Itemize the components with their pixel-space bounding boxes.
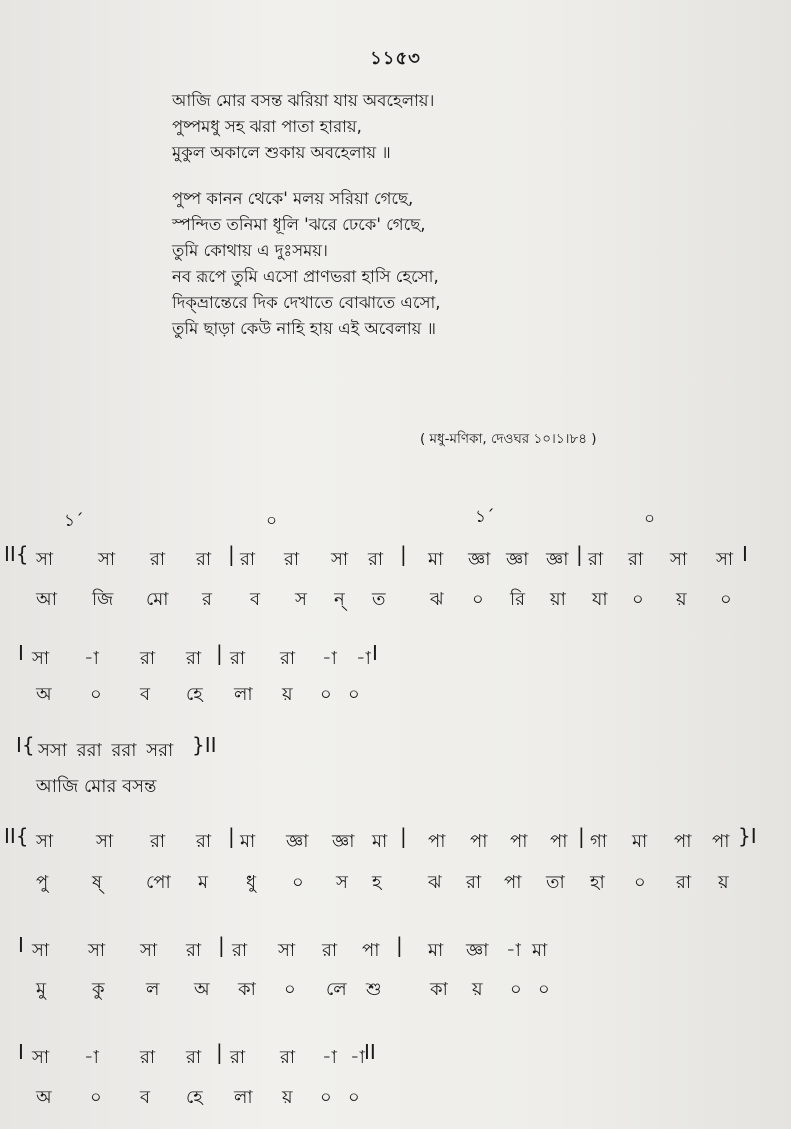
swara-note: রা xyxy=(196,549,212,570)
swara-note: রা xyxy=(230,1047,246,1068)
beat-mark: ০ xyxy=(266,511,278,531)
swara-note: -া xyxy=(84,1047,99,1068)
swara-note: সা xyxy=(36,831,54,852)
lyric-syllable: ০ xyxy=(284,979,296,1000)
swara-note: -া xyxy=(322,1047,337,1068)
bar-separator: | xyxy=(396,933,403,957)
swara-note: জ্ঞা xyxy=(506,549,529,570)
swara-note: -া xyxy=(356,648,371,669)
swara-note: জ্ঞা xyxy=(466,940,489,961)
lyric-syllable: ষ্ xyxy=(92,872,102,893)
bar-line: I xyxy=(372,641,378,665)
swara-note: জ্ঞা xyxy=(468,549,491,570)
lyric-syllable: অ xyxy=(36,684,52,705)
lyric-syllable: র xyxy=(202,589,212,610)
final-bar: II xyxy=(364,1040,376,1064)
lyric-syllable: ০ xyxy=(720,589,732,610)
swara-note: সা xyxy=(32,940,50,961)
repeat-open: II{ xyxy=(4,542,29,566)
swara-note: রা xyxy=(140,1047,156,1068)
lyric-syllable: ব xyxy=(140,1087,151,1108)
swara-note: সা xyxy=(716,549,734,570)
poem-line: আজি মোর বসন্ত ঝরিয়া যায় অবহেলায়। xyxy=(172,91,435,110)
lyric-syllable: শু xyxy=(366,979,382,1000)
bar-line: I xyxy=(742,542,748,566)
swara-note: সা xyxy=(670,549,688,570)
lyric-syllable: ০ xyxy=(632,589,644,610)
swara-note: সা xyxy=(32,1047,50,1068)
lyric-syllable: ০ xyxy=(90,1087,102,1108)
swara-note: পা xyxy=(674,831,692,852)
swara-note: রা xyxy=(628,549,644,570)
lyric-syllable: পা xyxy=(504,872,522,893)
swara-note: সা xyxy=(96,831,114,852)
lyric-syllable: রা xyxy=(676,872,692,893)
swara-note: রা xyxy=(140,648,156,669)
swara-note: রা xyxy=(368,549,384,570)
repeat-open: I{ xyxy=(16,733,35,757)
lyric-syllable: ম xyxy=(198,872,208,893)
lyric-syllable: আ xyxy=(36,589,57,610)
bar-line: I xyxy=(18,1040,24,1064)
swara-note: সা xyxy=(32,648,50,669)
swara-note: জ্ঞা xyxy=(332,831,355,852)
lyric-syllable: মু xyxy=(36,979,46,1000)
bar-separator: | xyxy=(218,933,225,957)
lyric-syllable: হে xyxy=(186,1087,203,1108)
lyric-syllable: পু xyxy=(36,872,49,893)
swara-note: রা xyxy=(150,549,166,570)
lyric-syllable: লা xyxy=(234,684,253,705)
swara-note: -া xyxy=(350,1047,365,1068)
lyric-syllable: ঝ xyxy=(430,589,444,610)
swara-note: রা xyxy=(230,648,246,669)
swara-note: সা xyxy=(331,549,349,570)
bar-separator: | xyxy=(216,641,223,665)
swara-note: রা xyxy=(186,1047,202,1068)
lyric-syllable: ন্ xyxy=(334,589,345,610)
lyric-syllable: য় xyxy=(676,589,687,610)
swara-note: মা xyxy=(532,940,548,961)
poem-line: দিক্‌ভ্রান্তেরে দিক দেখাতে বোঝাতে এসো, xyxy=(172,293,441,312)
swara-note: পা xyxy=(510,831,528,852)
lyric-syllable: ধু xyxy=(246,872,257,893)
lyric-syllable: হে xyxy=(186,684,203,705)
swara-note: পা xyxy=(362,940,380,961)
lyric-syllable: য় xyxy=(282,1087,293,1108)
swara-note: সা xyxy=(98,549,116,570)
bar-separator: | xyxy=(216,1040,223,1064)
repeat-close: }I xyxy=(738,824,757,848)
lyric-syllable: য়া xyxy=(550,589,566,610)
swara-note: রা xyxy=(240,549,256,570)
swara-note: জ্ঞা xyxy=(286,831,309,852)
lyric-syllable: লে xyxy=(326,979,347,1000)
beat-mark: ০ xyxy=(644,509,656,529)
poem-line: মুকুল অকালে শুকায় অবহেলায় ॥ xyxy=(172,143,391,162)
lyric-syllable: ০ xyxy=(472,589,484,610)
lyric-syllable: কা xyxy=(430,979,448,1000)
bar-separator: | xyxy=(228,824,235,848)
lyric-syllable: জি xyxy=(92,589,114,610)
bar-line: I xyxy=(18,641,24,665)
swara-note: -া xyxy=(322,648,337,669)
lyric-syllable: রা xyxy=(466,872,482,893)
poem-line: স্পন্দিত তনিমা ধূলি 'ঝরে ঢেকে' গেছে, xyxy=(172,215,426,234)
repeat-close: }II xyxy=(192,733,217,757)
poem-line: পুষ্প কানন থেকে' মলয় সরিয়া গেছে, xyxy=(172,189,414,208)
swara-note: রা xyxy=(284,549,300,570)
swara-note: সা xyxy=(88,940,106,961)
page-number: ১১৫৩ xyxy=(370,48,421,69)
bar-separator: | xyxy=(578,824,585,848)
lyric-syllable: পো xyxy=(146,872,171,893)
lyric-syllable: ব xyxy=(140,684,151,705)
swara-note: জ্ঞা xyxy=(546,549,569,570)
swara-note: রা xyxy=(150,831,166,852)
lyric-syllable: যা xyxy=(592,589,608,610)
lyric-syllable: ০ xyxy=(634,872,646,893)
swara-note: পা xyxy=(470,831,488,852)
lyric-syllable: লা xyxy=(234,1087,253,1108)
swara-note-group: সসা ররা ররা সরা xyxy=(38,740,174,761)
poem-line: পুষ্পমধু সহ ঝরা পাতা হারায়, xyxy=(172,117,362,136)
lyric-syllable: ০ xyxy=(90,684,102,705)
lyric-syllable: কু xyxy=(92,979,105,1000)
swara-note: রা xyxy=(588,549,604,570)
poem xyxy=(172,88,692,342)
lyric-syllable: য় xyxy=(718,872,729,893)
swara-note: পা xyxy=(428,831,446,852)
swara-note: মা xyxy=(428,549,444,570)
swara-note: মা xyxy=(372,831,388,852)
swara-note: রা xyxy=(280,1047,296,1068)
lyric-syllable: স xyxy=(336,872,348,893)
lyric-syllable: স xyxy=(295,589,307,610)
lyric-syllable: য় xyxy=(282,684,293,705)
lyric-syllable: ০ xyxy=(510,979,522,1000)
lyric-syllable: হা xyxy=(590,872,605,893)
beat-mark: ১´ xyxy=(475,507,495,527)
swara-note: পা xyxy=(712,831,730,852)
lyrics-row-3: আজি মোর বসন্ত xyxy=(36,776,157,797)
bar-line: I xyxy=(18,933,24,957)
swara-note: রা xyxy=(322,940,338,961)
swara-note: সা xyxy=(140,940,158,961)
swara-note: সা xyxy=(36,549,54,570)
lyric-syllable: ঝ xyxy=(428,872,442,893)
lyric-syllable: ০ xyxy=(538,979,550,1000)
lyric-syllable: রি xyxy=(510,589,526,610)
swara-note: গা xyxy=(590,831,608,852)
lyric-syllable: ব xyxy=(250,589,261,610)
swara-note: সা xyxy=(278,940,296,961)
bar-separator: | xyxy=(228,542,235,566)
poem-line: তুমি ছাড়া কেউ নাহি হায় এই অবেলায় ॥ xyxy=(172,319,436,338)
swara-note: রা xyxy=(186,648,202,669)
swara-note: রা xyxy=(232,940,248,961)
poem-line: নব রূপে তুমি এসো প্রাণভরা হাসি হেসো, xyxy=(172,267,439,286)
swara-note: মা xyxy=(240,831,256,852)
swara-note: রা xyxy=(196,831,212,852)
lyric-syllable: মো xyxy=(146,589,169,610)
swara-note: পা xyxy=(550,831,568,852)
lyric-syllable: য় xyxy=(472,979,483,1000)
swara-note: -া xyxy=(506,940,521,961)
lyric-syllable: হ xyxy=(372,872,382,893)
swara-note: মা xyxy=(632,831,648,852)
lyric-syllable: ০ xyxy=(320,684,332,705)
lyric-syllable: ল xyxy=(146,979,160,1000)
swara-note: মা xyxy=(428,940,444,961)
swara-note: রা xyxy=(186,940,202,961)
lyric-syllable: ত xyxy=(372,589,386,610)
lyric-syllable: ০ xyxy=(320,1087,332,1108)
lyric-syllable: ০ xyxy=(348,1087,360,1108)
swara-note: -া xyxy=(84,648,99,669)
attribution: ( মধু-মণিকা, দেওঘর ১০।১।৮৪ ) xyxy=(420,431,597,447)
bar-separator: | xyxy=(400,824,407,848)
lyric-syllable: কা xyxy=(238,979,256,1000)
poem-line: তুমি কোথায় এ দুঃসময়। xyxy=(172,241,328,260)
lyric-syllable: অ xyxy=(36,1087,52,1108)
lyric-syllable: ০ xyxy=(292,872,304,893)
lyric-syllable: ০ xyxy=(348,684,360,705)
bar-separator: | xyxy=(400,542,407,566)
lyric-syllable: অ xyxy=(194,979,210,1000)
beat-mark: ১´ xyxy=(64,511,84,531)
lyric-syllable: তা xyxy=(546,872,565,893)
bar-separator: | xyxy=(576,542,583,566)
swara-note: রা xyxy=(280,648,296,669)
repeat-open: II{ xyxy=(4,824,29,848)
